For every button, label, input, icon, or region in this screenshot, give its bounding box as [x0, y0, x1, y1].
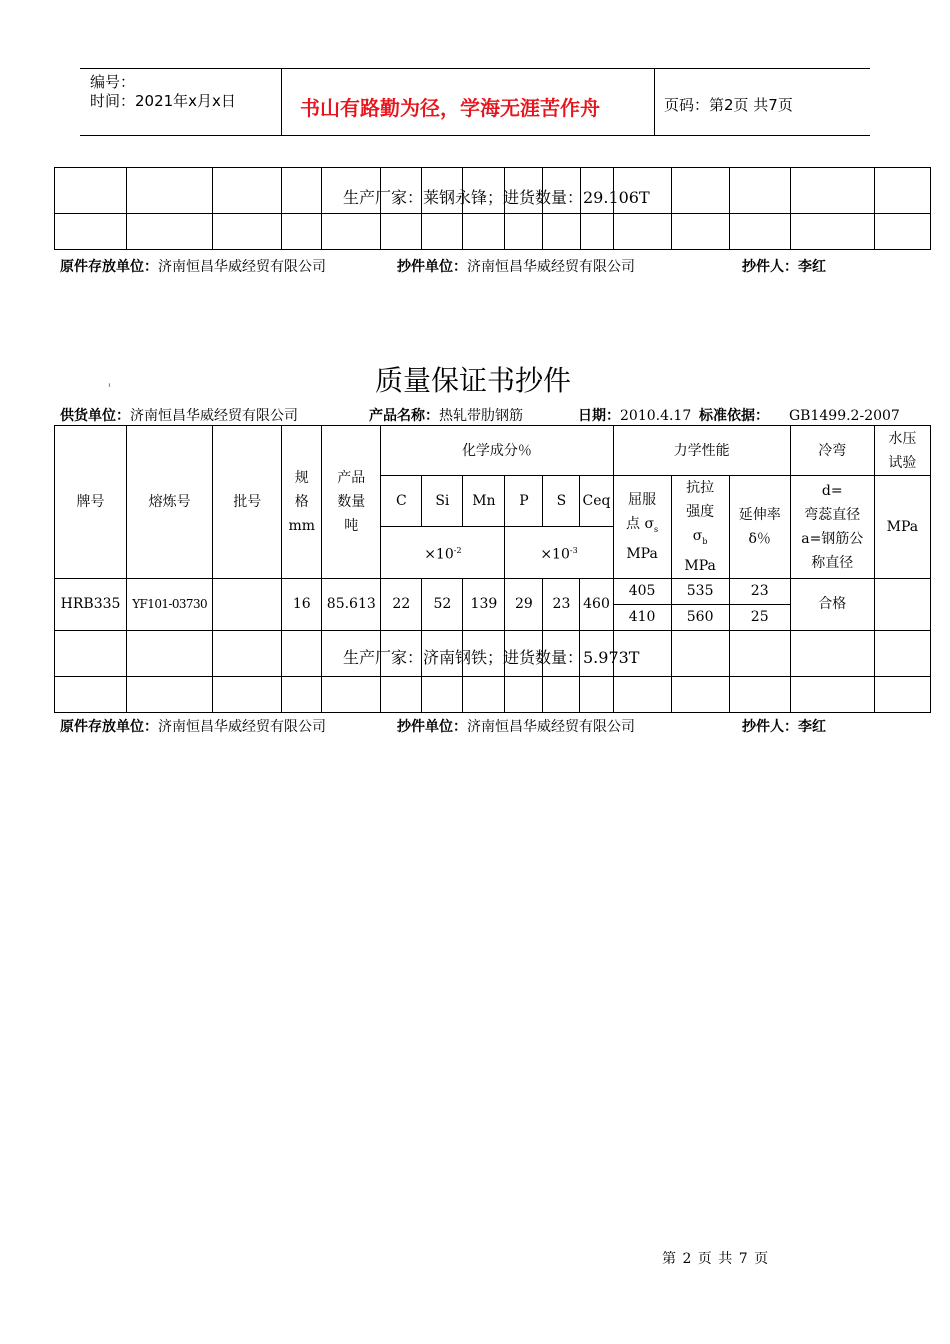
table-cell [790, 676, 874, 712]
header-grade: 牌号 [55, 426, 127, 579]
section-mark: ¹ [108, 383, 111, 391]
header-code-label: 编号： [90, 73, 136, 91]
table-cell [422, 676, 463, 712]
table-cell [127, 676, 213, 712]
top-copy-unit-value: 济南恒昌华威经贸有限公司 [467, 259, 635, 275]
bottom-copy-unit-label: 抄件单位：济南恒昌华威经贸有限公司 [397, 719, 635, 735]
header-motto: 书山有路勤为径，学海无涯苦作舟 [300, 96, 600, 120]
header-tensile: 抗拉 强度 $\sigma_b$ MPa [671, 476, 729, 579]
table-cell [127, 168, 213, 214]
table-cell [282, 630, 322, 676]
header-chemistry: 化学成分％ [381, 426, 613, 476]
table-cell [55, 214, 127, 250]
header-quantity: 产品 数量 吨 [322, 426, 381, 579]
table-cell [671, 630, 729, 676]
bottom-storage-label: 原件存放单位：济南恒昌华威经贸有限公司 [60, 719, 326, 735]
header-scale-2: $\times 10^{-3}$ [505, 527, 613, 578]
row-c: 22 [381, 578, 422, 630]
standard-value: GB1499.2-2007 [789, 408, 900, 424]
date-value: 2010.4.17 [620, 408, 692, 424]
table-cell [505, 676, 543, 712]
table-cell [874, 630, 930, 676]
row-elongation-1: 23 [729, 578, 790, 604]
table-cell [505, 214, 543, 250]
table-cell [213, 630, 282, 676]
table-cell [790, 630, 874, 676]
table-cell [381, 676, 422, 712]
row-grade: HRB335 [55, 578, 127, 630]
top-table [54, 167, 931, 250]
row-si: 52 [422, 578, 463, 630]
standard-label: 标准依据： GB1499.2-2007 [699, 408, 900, 424]
table-cell [729, 630, 790, 676]
table-cell [729, 214, 790, 250]
row-mn: 139 [463, 578, 505, 630]
supplier-label: 供货单位：济南恒昌华威经贸有限公司 [60, 408, 298, 424]
page-footer: 第 2 页 共 7 页 [662, 1251, 770, 1267]
product-value: 热轧带肋钢筋 [439, 408, 523, 424]
header-bottom-rule [80, 135, 870, 136]
table-cell [213, 214, 282, 250]
section-title: 质量保证书抄件 [375, 364, 572, 397]
row-s: 23 [543, 578, 580, 630]
table-cell [463, 676, 505, 712]
table-cell [729, 168, 790, 214]
table-cell [55, 676, 127, 712]
row-quantity: 85.613 [322, 578, 381, 630]
header-element-mn: Mn [463, 476, 505, 527]
table-cell [127, 214, 213, 250]
table-cell [282, 676, 322, 712]
table-cell [127, 630, 213, 676]
table-cell [580, 676, 613, 712]
table-cell [613, 676, 671, 712]
bottom-storage-value: 济南恒昌华威经贸有限公司 [158, 719, 326, 735]
table-cell [790, 214, 874, 250]
header-bend-desc: d= 弯蕊直径 a=钢筋公 称直径 [790, 476, 874, 579]
row-tensile-2: 560 [671, 604, 729, 630]
header-divider-right [654, 68, 655, 135]
row-ceq: 460 [580, 578, 613, 630]
header-elongation: 延伸率 δ％ [729, 476, 790, 579]
header-element-p: P [505, 476, 543, 527]
date-label: 日期：2010.4.17 [578, 408, 692, 424]
table-cell [729, 676, 790, 712]
row-yield-1: 405 [613, 578, 671, 604]
table-cell [213, 168, 282, 214]
header-water-test: 水压 试验 [874, 426, 930, 476]
table-cell [874, 676, 930, 712]
row-elongation-2: 25 [729, 604, 790, 630]
table-cell [213, 676, 282, 712]
top-storage-label: 原件存放单位：济南恒昌华威经贸有限公司 [60, 259, 326, 275]
row-bend: 合格 [790, 578, 874, 630]
table-cell [671, 214, 729, 250]
table-cell [671, 168, 729, 214]
table-cell [381, 214, 422, 250]
header-time-label: 时间：2021年x月x日 [90, 92, 236, 110]
product-label: 产品名称：热轧带肋钢筋 [369, 408, 523, 424]
header-scale-1: $\times 10^{-2}$ [381, 527, 505, 578]
row-water [874, 578, 930, 630]
header-element-ceq: Ceq [580, 476, 613, 527]
row-tensile-1: 535 [671, 578, 729, 604]
header-element-c: C [381, 476, 422, 527]
table-cell [874, 168, 930, 214]
table-cell [790, 168, 874, 214]
header-water-unit: MPa [874, 476, 930, 579]
top-manufacturer-overlay: 生产厂家：莱钢永锋；进货数量：29.106T [343, 188, 650, 207]
table-cell [543, 214, 580, 250]
header-top-rule [80, 68, 870, 69]
row-spec: 16 [282, 578, 322, 630]
header-batch-no: 批号 [213, 426, 282, 579]
table-cell [282, 168, 322, 214]
row-p: 29 [505, 578, 543, 630]
top-storage-value: 济南恒昌华威经贸有限公司 [158, 259, 326, 275]
header-element-si: Si [422, 476, 463, 527]
top-copy-unit-label: 抄件单位：济南恒昌华威经贸有限公司 [397, 259, 635, 275]
bottom-manufacturer-overlay: 生产厂家：济南钢铁；进货数量：5.973T [343, 648, 640, 667]
table-cell [613, 214, 671, 250]
table-cell [322, 214, 381, 250]
table-cell [282, 214, 322, 250]
row-batch-no [213, 578, 282, 630]
table-cell [671, 676, 729, 712]
header-spec: 规 格 mm [282, 426, 322, 579]
header-page-label: 页码：第2页 共7页 [664, 96, 793, 114]
top-copier-label: 抄件人：李红 [742, 259, 826, 275]
table-cell [422, 214, 463, 250]
row-yield-2: 410 [613, 604, 671, 630]
table-cell [55, 630, 127, 676]
header-yield: 屈服 点 $\sigma_s$ MPa [613, 476, 671, 579]
header-mechanics: 力学性能 [613, 426, 790, 476]
bottom-copy-unit-value: 济南恒昌华威经贸有限公司 [467, 719, 635, 735]
header-divider-left [281, 68, 282, 135]
supplier-value: 济南恒昌华威经贸有限公司 [130, 408, 298, 424]
header-element-s: S [543, 476, 580, 527]
table-cell [580, 214, 613, 250]
quality-table [54, 425, 931, 713]
bottom-copier-label: 抄件人：李红 [742, 719, 826, 735]
header-heat-no: 熔炼号 [127, 426, 213, 579]
table-cell [543, 676, 580, 712]
table-cell [463, 214, 505, 250]
row-heat-no: YF101-03730 [127, 578, 213, 630]
table-cell [322, 676, 381, 712]
table-cell [55, 168, 127, 214]
header-bend: 冷弯 [790, 426, 874, 476]
table-cell [874, 214, 930, 250]
